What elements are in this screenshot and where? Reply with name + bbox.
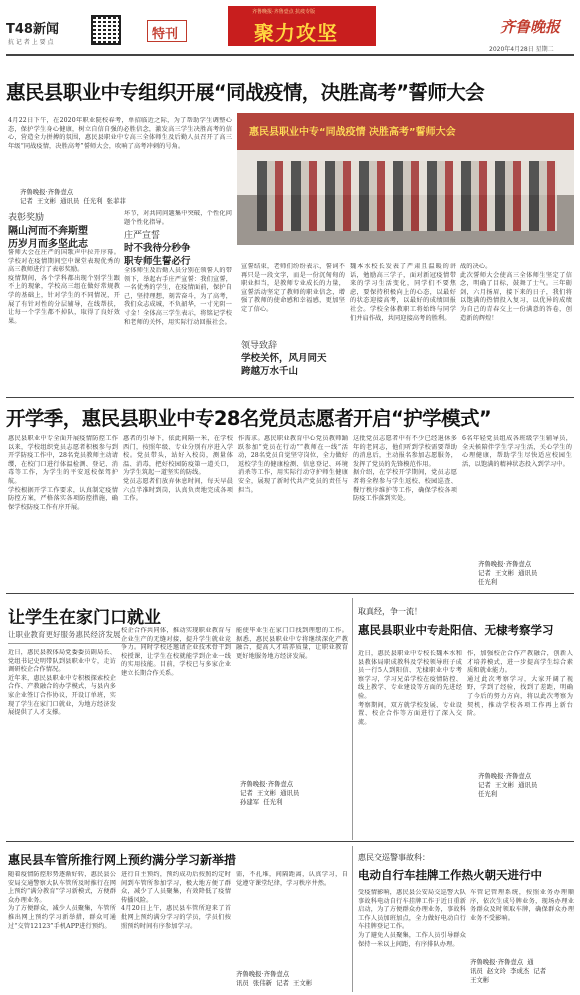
article2-credit-2: 记者 王文彬 通讯员 xyxy=(478,569,538,577)
sec1-line1: 隔山河而不奔斯塑 xyxy=(8,226,88,237)
event-photo xyxy=(237,113,574,245)
sec1-head: 表彰奖励 xyxy=(8,213,45,223)
article3-credit-1: 齐鲁晚报·齐鲁壹点 xyxy=(240,780,294,788)
divider-3 xyxy=(6,841,574,842)
article5-credit-1: 齐鲁晚报·齐鲁壹点 xyxy=(236,970,290,978)
sec3-line2: 跨越万水千山 xyxy=(241,366,299,377)
article3-credit-2: 记者 王文彬 通讯员 xyxy=(240,789,300,797)
article1-col5: 战的决心。 此次誓师大会使高三全体师生坚定了信念，明确了目标，鼓舞了士气。三年砺剑，六月扬眉，接下来的日子，我们将以饱满的热情投入复习，以优异的成绩为自己的青春交上一份满意的答卷，创造新的辉煌！ xyxy=(460,263,572,322)
article5-title: 惠民县车管所推行网上预约满分学习新举措 xyxy=(8,853,237,867)
article5-credit-2: 讯员 张伟新 记者 王文彬 xyxy=(236,979,313,987)
issue-date: 2020年4月28日 星期二 xyxy=(489,46,554,53)
article4-kicker: 取真经，争一流！ xyxy=(358,607,422,616)
article3-subtitle: 让职业教育更好服务惠民经济发展 xyxy=(8,630,121,639)
article1-title: 惠民县职业中专组织开展“同战疫情，决胜高考”誓师大会 xyxy=(6,81,485,104)
article2-col1: 惠民县职业中专全面开展疫情防控工作以来，学校组织党员志愿者积极参与到开学防疫工作中，28名党员教师主动请缨，在校门口进行体温检测、登记、消毒等工作，为学生的平安返校保驾护航。 学校根据开学工作要求，认真制定疫情防控方案，严格落实各项防控措施，确保学校防疫工作有序开展。 xyxy=(8,435,118,511)
article1-lead: 4月22日下午，在2020年职业院校春考，单招临近之际，为了帮助学生调整心态，保护学生身心健康，树立自信自强的必胜信念，激发高三学生决胜高考的信心，营造全力拼搏的氛围，惠民县职业中专高三全体师生及后勤人员召开了高三年级“同战疫情，决胜高考”誓师大会，吹响了高考冲刺的号角。 xyxy=(8,117,232,150)
article6-credit-3: 王文彬 xyxy=(470,976,490,984)
banner-title: 聚力攻坚 xyxy=(254,21,338,45)
newspaper-logo: 齐鲁晚报 xyxy=(500,18,561,36)
sec2-head: 庄严宣誓 xyxy=(124,231,161,241)
article1-col2-top: 坏节，对共同问题集中突破，个性化问题个性化指导。 xyxy=(124,210,232,226)
sec2-line1: 时不我待分秒争 xyxy=(124,243,191,254)
article5-col1: 随着疫情防控形势逐渐好转，惠民县公安局交通警察大队车管所及时推行在网上预约“满分教育”学习新模式，方便群众办理业务。 为了方便群众，减少人员聚集，车管所推出网上预约学习新举措，群众可通过“交管12123”手机APP进行预约。 xyxy=(8,871,116,930)
header-rule xyxy=(6,54,574,56)
article6-kicker: 惠民交巡警事故科： xyxy=(358,853,430,862)
article3-col1: 近日，惠民县教体局党委委员副局长、党组书记史明带队到县职业中专，走访调研校企合作情况。 近年来，惠民县职业中专积极探索校企合作、产教融合的办学模式，与县内多家企业签订合作协议，开设订单班，实现了学生在家门口就业，为地方经济发展提供了人才支撑。 xyxy=(8,649,116,717)
vertical-divider-2 xyxy=(352,846,353,992)
sec1-line2: 历岁月而多坚此志 xyxy=(8,239,88,250)
article3-title: 让学生在家门口就业 xyxy=(8,608,161,628)
article6-col1: 受疫情影响，惠民县公安局交巡警大队事故科电动自行车挂牌工作于近日重新启动，为了方便群众办理业务，事故科工作人员加班加点，全力做好电动自行车挂牌登记工作。 为了避免人员聚集，工作人员引导群众保持一米以上间距，有序排队办理。 xyxy=(358,889,466,948)
divider-1 xyxy=(6,397,574,398)
sec3-line1: 学校关怀，风月同天 xyxy=(241,353,327,364)
article1-col1: 誓师大会在庄严的国歌声中拉开序幕。学校对在疫情期间空中课堂表现优秀的高三教师进行了表彰奖励。 疫情期间，各个学科都出现个别学生跟不上的现象，学校高三组在做好常规教学的基础上，针对学生的不同情况，开展了有针对性的分层辅导，在线帮扶，让每一个学生都不掉队，取得了良好效果。 xyxy=(8,249,120,325)
page-number: T48新闻 xyxy=(6,22,59,37)
article4-credit-3: 任光利 xyxy=(478,790,498,798)
article1-col3: 宣誓结束，老师们纷纷表示，誓词不再只是一段文字，而是一份沉甸甸的职业担当，是教师专业成长的力量，宣誓活动坚定了教师的职业信念，增强了教师的使命感和幸福感，更加坚定了信心。 xyxy=(241,263,345,313)
article1-credit-1: 齐鲁晚报·齐鲁壹点 xyxy=(20,188,74,196)
article2-col2: 惠者的引导下，依此间隔一米，在学校西门，按照年级、专业分别有序进入学校。党员带头，站好入校岗，测量体温、消毒，把好校园防疫第一道关口，为学生筑起一道坚实的防线。 党员志愿者们放弃休息时间，每天早晨六点半准时到岗，认真负责地完成各项工作。 xyxy=(123,435,233,503)
article1-col2: 全体师生及后勤人员分别在领誓人的带领下，举起右手庄严宣誓：我们宣誓，一名优秀的学生，在疫情面前，保护自己，坚持理想，刻苦奋斗，为了高考，我们众志成城，不负韶华，一寸光阴一寸金！全体高三学生表示，将铭记学校和老师的关怀，用实际行动回报社会。 xyxy=(124,267,232,326)
article4-credit-1: 齐鲁晚报·齐鲁壹点 xyxy=(478,772,532,780)
article4-col2: 作，加强校企合作产教融合，创新人才培养模式，进一步提高学生综合素质和就业能力。 通过此次考察学习，大家开阔了视野，学到了经验，找到了差距，明确了今后的努力方向，将以此次考察为契机，推动学校各项工作再上新台阶。 xyxy=(467,650,573,718)
article3-col3: 能使毕业生在家门口找到理想的工作。据悉，惠民县职业中专将继续深化产教融合，提高人才培养质量，让职业教育更好地服务地方经济发展。 xyxy=(236,627,348,660)
page-sub: 抗 记 者 上 要 点 xyxy=(8,39,54,46)
tag-label: 特刊 xyxy=(152,27,179,42)
qr-code-icon xyxy=(91,15,121,45)
article1-col4: 魏本水校长发表了严肃且温暖的讲话，勉励高三学子，面对新冠疫情带来的学习生活变化，同学们不要焦虑，要保持积极向上的心态，以最好的状态迎接高考，以最好的成绩回报社会。学校全体教职工将始终与同学们并肩作战，共同迎接高考的胜利。 xyxy=(350,263,456,322)
divider-2 xyxy=(6,593,574,594)
article5-col3: 需，不扎堆，间隔距离，认真学习，自觉遵守课堂纪律，学习秩序井然。 xyxy=(236,871,348,887)
article3-col2: 校企合作共同体，推动实现职业教育与企业生产的无缝对接，提升学生就业竞争力。同时学校还邀请企业技术骨干到校授课，让学生在校就能学到企业一线的实用技能。目前，学校已与多家企业建立长期合作关系。 xyxy=(121,627,231,677)
article6-col2: 车管记管理系统，按照业务办理顺序，依次生成号牌业务，现场办理业务群众及时领取车牌，确保群众办理业务不受影响。 xyxy=(470,889,574,922)
article5-col2: 进行自主预约，预约成功后按照约定时间到车管所参加学习，极大地方便了群众，减少了人员聚集，有效降低了疫情传播风险。 4月20日上午，惠民县车管所迎来了首批网上预约满分学习的学员，学员们按照预约时间有序参加学习。 xyxy=(121,871,231,930)
banner-top: 齐鲁晚报·齐鲁壹点 抗疫专版 xyxy=(252,9,316,15)
sec2-line2: 职专师生誓必行 xyxy=(124,256,191,267)
article2-credit-1: 齐鲁晚报·齐鲁壹点 xyxy=(478,560,532,568)
article6-credit-2: 讯员 赵文玲 李成杰 记者 xyxy=(470,967,547,975)
vertical-divider xyxy=(352,598,353,840)
sec3-head: 领导致辞 xyxy=(241,341,278,351)
article4-credit-2: 记者 王文彬 通讯员 xyxy=(478,781,538,789)
article2-col3: 作需求。惠民职业教育中心党员教师踊跃参加“党员在行动”“教师在一线”活动，28名党员自觉坚守岗位，全力做好返校学生的健康检测、信息登记、环境消杀等工作，用实际行动守护师生健康安全，展现了新时代共产党员的责任与担当。 xyxy=(238,435,348,494)
article6-title: 电动自行车挂牌工作热火朝天进行中 xyxy=(358,868,542,882)
photo-banner-text: 惠民县职业中专“同战疫情 决胜高考”誓师大会 xyxy=(249,127,456,138)
article6-credit-1: 齐鲁晚报·齐鲁壹点 通 xyxy=(470,958,534,966)
article2-col5: 6名年轻党员组成各班级学生辅导员，全天候陪伴学生学习生活，关心学生的心理健康，帮助学生尽快适应校园生活，以饱满的精神状态投入到学习中。 xyxy=(462,435,572,468)
photo-people xyxy=(257,161,557,231)
article4-title: 惠民县职业中专赴阳信、无棣考察学习 xyxy=(358,623,554,637)
article2-col4: 这批党员志愿者中有不少已经退休多年的老同志，他们听到学校需要帮助的消息后，主动报名参加志愿服务，发挥了党员的先锋模范作用。 据介绍，在学校开学期间，党员志愿者将全程参与学生返校、校园巡查、餐厅秩序维护等工作，确保学校各项防疫工作落到实处。 xyxy=(353,435,457,503)
article2-credit-3: 任光利 xyxy=(478,578,498,586)
article4-col1: 近日，惠民县职业中专校长魏本水和县教体局职成教科及学校领导班子成员一行5人到阳信、无棣职业中专考察学习，学习兄弟学校在疫情防控、线上教学、专业建设等方面的先进经验。 考察期间，双方就学校发展、专业设置、校企合作等方面进行了深入交流。 xyxy=(358,650,462,726)
article2-title: 开学季，惠民县职业中专28名党员志愿者开启“护学模式” xyxy=(6,407,492,430)
article1-credit-2: 记者 王文彬 通讯员 任光利 张菲菲 xyxy=(20,197,126,205)
article3-credit-3: 孙建军 任光利 xyxy=(240,798,283,806)
